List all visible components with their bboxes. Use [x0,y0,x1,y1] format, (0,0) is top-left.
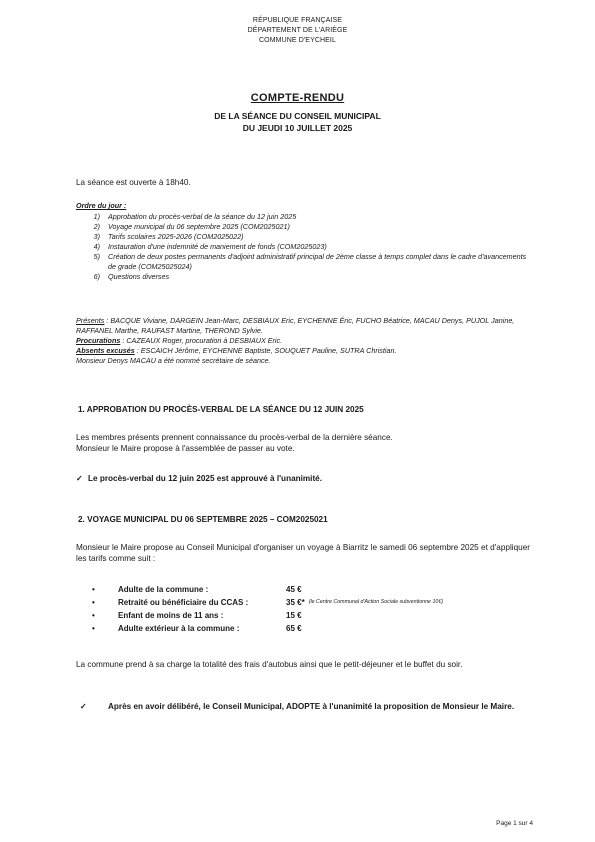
presents-line [76,316,538,336]
agenda-item-text: Instauration d'une indemnité de maniement de fonds (COM2025023) [108,242,327,251]
agenda-item-number: 4) [93,242,100,251]
agenda-item-number: 1) [93,212,100,221]
tariff-label: Adulte de la commune : [118,585,209,594]
tariff-list [92,583,532,635]
procurations-list: : CAZEAUX Roger, procuration à DESBIAUX Eric. [120,336,283,345]
tariff-label: Retraité ou bénéficiaire du CCAS : [118,598,249,607]
tariff-bullet: • [92,598,95,607]
letterhead [0,16,595,46]
agenda [76,201,536,282]
agenda-item [80,232,536,242]
agenda-item-number: 3) [93,232,100,241]
section1-title: 1. APPROBATION DU PROCÈS-VERBAL DE LA SÉANCE DU 12 JUIN 2025 [78,405,364,414]
section2-costs: La commune prend à sa charge la totalité des frais d'autobus ainsi que le petit-déjeuner et le buffet du soir. [76,660,463,669]
section2-decision-text: Après en avoir délibéré, le Conseil Municipal, ADOPTE à l'unanimité la proposition de Monsieur le Maire. [108,702,515,711]
checkmark-icon: ✓ [76,474,83,483]
letterhead-department: DÉPARTEMENT DE L'ARIÈGE [247,27,348,34]
agenda-item [80,222,536,232]
section2-title: 2. VOYAGE MUNICIPAL DU 06 SEPTEMBRE 2025 – COM2025021 [78,515,328,524]
absents-label: Absents excusés [76,346,135,355]
agenda-item-text: Création de deux postes permanents d'adjoint administratif principal de 2ème classe à temps complet dans le cadre d'avancements de grade (COM25025024) [108,252,527,271]
letterhead-commune: COMMUNE D'EYCHEIL [259,37,336,44]
tariff-price: 45 € [286,585,302,594]
document-title [0,92,595,134]
tariff-row [92,609,532,622]
tariff-note: (le Centre Communal d'Action Sociale subventionne 10€) [308,599,444,605]
tariff-label: Enfant de moins de 11 ans : [118,611,224,620]
section2-intro: Monsieur le Maire propose au Conseil Municipal d'organiser un voyage à Biarritz le samedi 06 septembre 2025 et d'appliquer les tarifs comme suit : [76,543,530,563]
agenda-item-number: 6) [93,272,100,281]
agenda-item [80,242,536,252]
agenda-item-text: Questions diverses [108,272,170,281]
agenda-item-text: Approbation du procès-verbal de la séance du 12 juin 2025 [108,212,297,221]
tariff-row [92,583,532,596]
title-date: DU JEUDI 10 JUILLET 2025 [242,123,353,133]
tariff-price: 15 € [286,611,302,620]
absents-list: : ESCAICH Jérôme, EYCHENNE Baptiste, SOUQUET Pauline, SUTRA Christian. [134,346,397,355]
opening-line: La séance est ouverte à 18h40. [76,178,191,187]
agenda-item [80,272,536,282]
tariff-bullet: • [92,585,95,594]
tariff-row [92,622,532,635]
section1-paragraph-1: Les membres présents prennent connaissance du procès-verbal de la dernière séance. [76,433,393,442]
agenda-list [80,212,536,282]
absents-line [76,346,538,356]
title-main: COMPTE-RENDU [250,92,345,104]
tariff-price: 65 € [286,624,302,633]
agenda-item-text: Tarifs scolaires 2025-2026 (COM2025022) [108,232,244,241]
agenda-item [80,252,536,272]
presents-label: Présents [76,316,105,325]
tariff-label: Adulte extérieur à la commune : [118,624,240,633]
agenda-item-number: 2) [93,222,100,231]
page-number: Page 1 sur 4 [496,820,533,827]
section1-decision [76,473,536,484]
section1-paragraph-2: Monsieur le Maire propose à l'assemblée de passer au vote. [76,444,295,453]
procurations-line [76,336,538,346]
section1-decision-text: Le procès-verbal du 12 juin 2025 est approuvé à l'unanimité. [88,474,323,483]
letterhead-republic: RÉPUBLIQUE FRANÇAISE [252,17,343,24]
agenda-item-number: 5) [93,252,100,261]
title-subtitle: DE LA SÉANCE DU CONSEIL MUNICIPAL [214,111,381,121]
agenda-item [80,212,536,222]
section1-body [76,432,536,454]
procurations-label: Procurations [76,336,121,345]
agenda-heading: Ordre du jour : [76,201,127,210]
tariff-bullet: • [92,611,95,620]
checkmark-icon: ✓ [80,702,87,711]
section2-decision [80,701,532,712]
agenda-item-text: Voyage municipal du 06 septembre 2025 (COM2025021) [108,222,290,231]
secretary-line: Monsieur Denys MACAU a été nommé secrétaire de séance. [76,356,271,365]
presents-list: : BACQUE Viviane, DARGEIN Jean-Marc, DESBIAUX Eric, EYCHENNE Éric, FUCHO Béatrice, MACAU Denys, PUJOL Janine, RAFFANEL Marthe, RAUFAST Martine, THEROND Sylvie. [76,316,515,335]
tariff-bullet: • [92,624,95,633]
tariff-row [92,596,532,609]
tariff-price: 35 €* [286,598,305,607]
attendance [76,316,538,366]
